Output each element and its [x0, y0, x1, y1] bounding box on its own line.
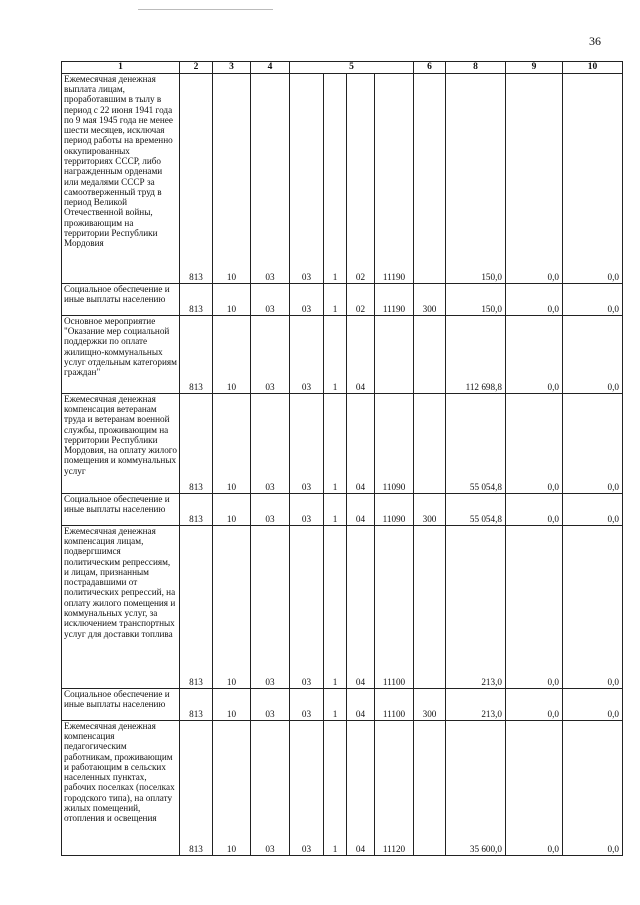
cell-col3: 10 — [213, 525, 251, 688]
cell-col4: 03 — [251, 525, 290, 688]
cell-col5-d: 11090 — [375, 493, 414, 525]
cell-col2: 813 — [180, 73, 213, 283]
table-row — [62, 525, 623, 688]
cell-col5-d: 11190 — [375, 73, 414, 283]
cell-col2: 813 — [180, 525, 213, 688]
cell-col2: 813 — [180, 688, 213, 720]
cell-col9: 0,0 — [506, 73, 563, 283]
cell-col10: 0,0 — [563, 283, 623, 315]
cell-col5-c: 02 — [347, 283, 375, 315]
header-cell-8: 8 — [446, 62, 506, 74]
header-cell-1: 1 — [62, 62, 180, 74]
cell-col6: 300 — [414, 283, 446, 315]
cell-col9: 0,0 — [506, 283, 563, 315]
cell-col3: 10 — [213, 315, 251, 393]
cell-col5-a: 03 — [290, 720, 324, 855]
cell-col5-c: 04 — [347, 720, 375, 855]
table-row — [62, 688, 623, 720]
cell-col9: 0,0 — [506, 720, 563, 855]
cell-col5-a: 03 — [290, 393, 324, 493]
cell-col10: 0,0 — [563, 493, 623, 525]
cell-col4: 03 — [251, 73, 290, 283]
cell-col5-c: 04 — [347, 525, 375, 688]
cell-col8: 150,0 — [446, 283, 506, 315]
cell-col2: 813 — [180, 720, 213, 855]
row-name: Социальное обеспечение и иные выплаты населению — [62, 688, 180, 720]
cell-col5-b: 1 — [324, 720, 347, 855]
cell-col5-b: 1 — [324, 688, 347, 720]
cell-col10: 0,0 — [563, 315, 623, 393]
header-cell-10: 10 — [563, 62, 623, 74]
budget-table — [61, 61, 623, 856]
cell-col2: 813 — [180, 393, 213, 493]
table-row — [62, 73, 623, 283]
cell-col8: 213,0 — [446, 525, 506, 688]
cell-col5-d: 11100 — [375, 688, 414, 720]
row-name: Социальное обеспечение и иные выплаты населению — [62, 283, 180, 315]
cell-col5-a: 03 — [290, 283, 324, 315]
cell-col3: 10 — [213, 493, 251, 525]
cell-col5-c: 04 — [347, 315, 375, 393]
header-cell-9: 9 — [506, 62, 563, 74]
cell-col6 — [414, 525, 446, 688]
cell-col5-d: 11090 — [375, 393, 414, 493]
cell-col8: 213,0 — [446, 688, 506, 720]
header-cell-2: 2 — [180, 62, 213, 74]
cell-col6: 300 — [414, 493, 446, 525]
cell-col5-b: 1 — [324, 493, 347, 525]
row-name: Ежемесячная денежная компенсация педагогическим работникам, проживающим и работающим в сельских населенных пунктах, рабочих поселках (поселках городского типа), на оплату жилых помещений, отопления и освещения — [62, 720, 180, 855]
cell-col3: 10 — [213, 720, 251, 855]
cell-col8: 55 054,8 — [446, 493, 506, 525]
cell-col5-d: 11100 — [375, 525, 414, 688]
row-name: Ежемесячная денежная компенсация ветеранам труда и ветеранам военной службы, проживающим на территории Республики Мордовия, на оплату жилого помещения и коммунальных услуг — [62, 393, 180, 493]
header-cell-5: 5 — [290, 62, 414, 74]
cell-col5-b: 1 — [324, 525, 347, 688]
cell-col4: 03 — [251, 493, 290, 525]
cell-col10: 0,0 — [563, 720, 623, 855]
cell-col3: 10 — [213, 393, 251, 493]
cell-col6 — [414, 315, 446, 393]
row-name: Ежемесячная денежная компенсация лицам, подвергшимся политическим репрессиям, и лицам, признанным пострадавшими от политических репрессий, на оплату жилого помещения и коммунальных услуг, за исключением транспортных услуг для доставки топлива — [62, 525, 180, 688]
cell-col10: 0,0 — [563, 688, 623, 720]
cell-col9: 0,0 — [506, 315, 563, 393]
cell-col5-b: 1 — [324, 393, 347, 493]
scan-artifact-line — [138, 9, 273, 10]
cell-col4: 03 — [251, 688, 290, 720]
cell-col3: 10 — [213, 283, 251, 315]
cell-col5-b: 1 — [324, 73, 347, 283]
cell-col9: 0,0 — [506, 393, 563, 493]
cell-col4: 03 — [251, 283, 290, 315]
cell-col9: 0,0 — [506, 493, 563, 525]
cell-col5-a: 03 — [290, 525, 324, 688]
cell-col8: 112 698,8 — [446, 315, 506, 393]
cell-col8: 150,0 — [446, 73, 506, 283]
cell-col5-c: 04 — [347, 688, 375, 720]
table-row — [62, 315, 623, 393]
cell-col4: 03 — [251, 720, 290, 855]
cell-col6 — [414, 720, 446, 855]
table-row — [62, 720, 623, 855]
table-row — [62, 493, 623, 525]
table-row — [62, 283, 623, 315]
cell-col3: 10 — [213, 688, 251, 720]
cell-col10: 0,0 — [563, 73, 623, 283]
cell-col10: 0,0 — [563, 393, 623, 493]
cell-col5-c: 04 — [347, 493, 375, 525]
cell-col5-a: 03 — [290, 315, 324, 393]
cell-col8: 55 054,8 — [446, 393, 506, 493]
cell-col5-b: 1 — [324, 315, 347, 393]
cell-col2: 813 — [180, 283, 213, 315]
cell-col4: 03 — [251, 315, 290, 393]
header-cell-4: 4 — [251, 62, 290, 74]
cell-col5-c: 04 — [347, 393, 375, 493]
cell-col5-c: 02 — [347, 73, 375, 283]
cell-col9: 0,0 — [506, 525, 563, 688]
table-header-row — [62, 62, 623, 74]
cell-col5-d: 11120 — [375, 720, 414, 855]
cell-col6 — [414, 393, 446, 493]
cell-col2: 813 — [180, 493, 213, 525]
cell-col6 — [414, 73, 446, 283]
cell-col9: 0,0 — [506, 688, 563, 720]
row-name: Основное мероприятие "Оказание мер социальной поддержки по оплате жилищно-коммунальных услуг отдельным категориям граждан" — [62, 315, 180, 393]
cell-col3: 10 — [213, 73, 251, 283]
cell-col5-d: 11190 — [375, 283, 414, 315]
cell-col5-d — [375, 315, 414, 393]
cell-col5-a: 03 — [290, 73, 324, 283]
table-row — [62, 393, 623, 493]
cell-col5-a: 03 — [290, 688, 324, 720]
cell-col8: 35 600,0 — [446, 720, 506, 855]
row-name: Социальное обеспечение и иные выплаты населению — [62, 493, 180, 525]
cell-col5-a: 03 — [290, 493, 324, 525]
cell-col6: 300 — [414, 688, 446, 720]
cell-col2: 813 — [180, 315, 213, 393]
cell-col4: 03 — [251, 393, 290, 493]
header-cell-6: 6 — [414, 62, 446, 74]
cell-col10: 0,0 — [563, 525, 623, 688]
cell-col5-b: 1 — [324, 283, 347, 315]
page-number: 36 — [589, 34, 601, 48]
row-name: Ежемесячная денежная выплата лицам, проработавшим в тылу в период с 22 июня 1941 года по 9 мая 1945 года не менее шести месяцев, исключая период работы на временно оккупированных территориях СССР, либо награжденным орденами или медалями СССР за самоотверженный труд в период Великой Отечественной войны, проживающим на территории Республики Мордовия — [62, 73, 180, 283]
header-cell-3: 3 — [213, 62, 251, 74]
